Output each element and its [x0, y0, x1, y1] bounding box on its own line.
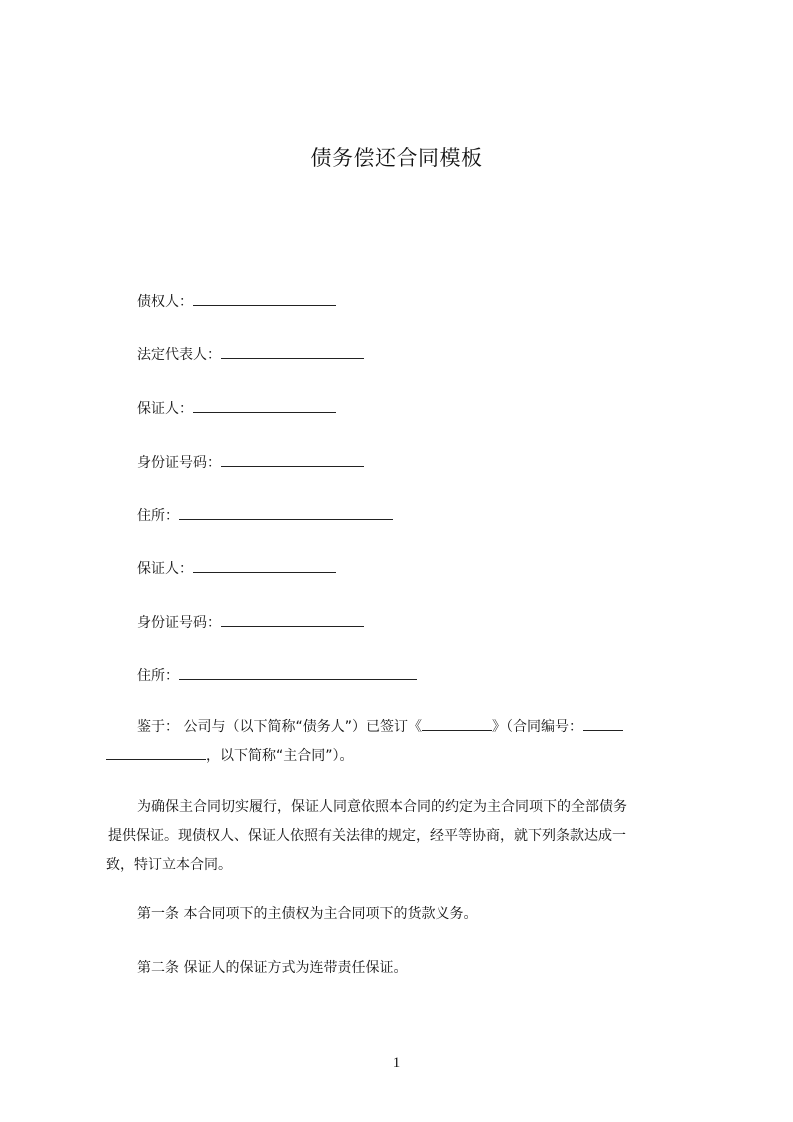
article-1: 第一条 本合同项下的主债权为主合同项下的货款义务。: [137, 906, 478, 922]
field-label: 住所：: [137, 668, 179, 684]
recital-text: 》（合同编号：: [491, 719, 583, 735]
blank-line[interactable]: [193, 398, 336, 413]
purpose-line: 为确保主合同切实履行，保证人同意依照本合同的约定为主合同项下的全部债务: [137, 799, 627, 815]
field-label: 债权人：: [137, 294, 193, 310]
purpose-line: 致，特订立本合同。: [106, 857, 232, 873]
field-label: 保证人：: [137, 561, 193, 577]
document-title: 债务偿还合同模板: [310, 146, 483, 170]
field-guarantor-2: [137, 558, 336, 579]
recital-text: 鉴于： 公司与（以下简称“债务人”）已签订《: [137, 719, 422, 735]
blank-line[interactable]: [221, 344, 364, 359]
page-number: 1: [392, 1055, 401, 1071]
contract-name-blank[interactable]: [422, 716, 492, 731]
field-id-number-1: [137, 452, 364, 473]
contract-number-blank[interactable]: [583, 716, 623, 731]
blank-line[interactable]: [193, 558, 336, 573]
recital-paragraph: [106, 713, 706, 771]
blank-line[interactable]: [179, 505, 393, 520]
field-label: 身份证号码：: [137, 615, 221, 631]
purpose-line: 提供保证。现债权人、保证人依照有关法律的规定，经平等协商，就下列条款达成一: [108, 828, 626, 844]
recital-text: ，以下简称“主合同”）。: [206, 748, 354, 764]
field-creditor: [137, 291, 336, 312]
blank-line[interactable]: [193, 291, 336, 306]
field-guarantor-1: [137, 398, 336, 419]
field-label: 保证人：: [137, 401, 193, 417]
contract-number-blank-cont[interactable]: [106, 745, 206, 760]
article-2: 第二条 保证人的保证方式为连带责任保证。: [137, 960, 408, 976]
blank-line[interactable]: [221, 612, 364, 627]
field-label: 身份证号码：: [137, 455, 221, 471]
field-label: 法定代表人：: [137, 347, 221, 363]
purpose-paragraph: [106, 793, 706, 880]
field-address-1: [137, 505, 393, 526]
field-label: 住所：: [137, 508, 179, 524]
field-address-2: [137, 665, 417, 686]
field-legal-representative: [137, 344, 364, 365]
blank-line[interactable]: [221, 452, 364, 467]
field-id-number-2: [137, 612, 364, 633]
blank-line[interactable]: [179, 665, 417, 680]
